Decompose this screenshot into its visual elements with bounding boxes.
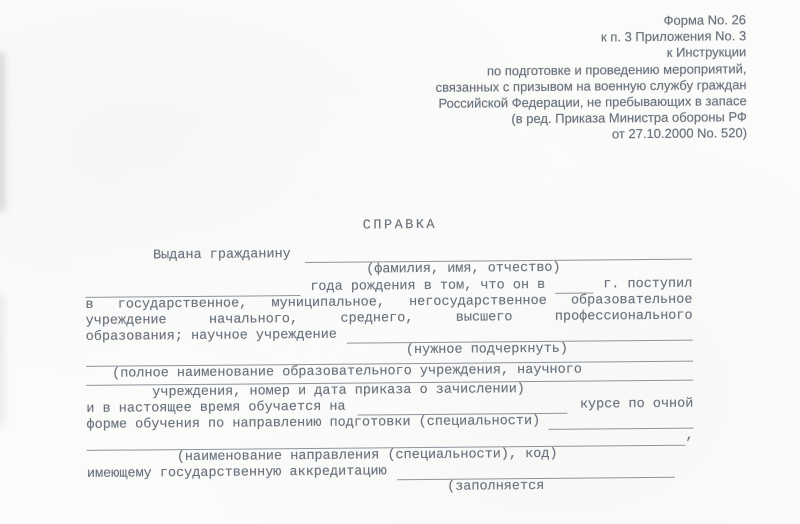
header-line-form-number: Форма No. 26 bbox=[663, 12, 747, 28]
full-time-course-label: курсе по очной bbox=[579, 396, 694, 413]
accreditation-label: имеющему государственную аккредитацию bbox=[86, 464, 387, 482]
header-line-preparation: по подготовке и проведению мероприятий, bbox=[486, 60, 747, 79]
issued-to-label: Выдана гражданину bbox=[152, 247, 291, 264]
header-line-order-edition: (в ред. Приказа Министра обороны РФ bbox=[511, 109, 747, 127]
birth-year-label: года рождения в том, что он в bbox=[310, 277, 546, 295]
fio-caption: (фамилия, имя, отчество) bbox=[366, 261, 561, 278]
accreditation-fill-in-line bbox=[397, 462, 675, 481]
institution-type-line: в государственное, муниципальное, негосударственное образовательное bbox=[85, 292, 693, 313]
citizen-name-fill-in-line bbox=[305, 244, 692, 264]
header-line-federation: Российской Федерации, не пребывающих в запасе bbox=[438, 93, 747, 111]
enrollment-order-caption: учреждения, номер и дата приказа о зачислении) bbox=[152, 381, 525, 401]
institution-name-caption: (полное наименование образовательного учреждения, научного bbox=[112, 362, 583, 382]
specialty-code-caption: (наименование направления (специальности), код) bbox=[176, 446, 558, 465]
form-reference-header bbox=[435, 12, 747, 144]
underline-as-needed-caption: (нужное подчеркнуть) bbox=[405, 342, 568, 359]
header-line-order-date: от 27.10.2000 No. 520) bbox=[611, 125, 748, 142]
study-form-label: форме обучения по направлению подготовки (специальности) bbox=[86, 414, 541, 434]
header-line-appendix: к п. 3 Приложения No. 3 bbox=[600, 28, 747, 45]
birth-year-fill-in-line bbox=[85, 280, 300, 298]
trailing-comma: , bbox=[685, 429, 694, 445]
education-level-line: учреждение начального, среднего, высшего профессионального bbox=[85, 308, 693, 329]
filled-in-caption: (заполняется bbox=[447, 478, 545, 495]
currently-studying-label: и в настоящее время обучается на bbox=[86, 399, 346, 417]
specialty-fill-in-line-1 bbox=[548, 413, 693, 430]
document-title: СПРАВКА bbox=[362, 217, 438, 234]
scientific-institution-label: образования; научное учреждение bbox=[85, 327, 337, 346]
scientific-institution-fill-in-line bbox=[347, 325, 693, 344]
header-line-conscription: связанных с призывом на военную службу граждан bbox=[435, 76, 747, 95]
header-line-instruction: к Инструкции bbox=[666, 44, 747, 61]
enrollment-year-fill-in-line bbox=[555, 277, 593, 294]
form-body bbox=[85, 216, 694, 500]
enrolled-label: г. поступил bbox=[603, 276, 693, 293]
